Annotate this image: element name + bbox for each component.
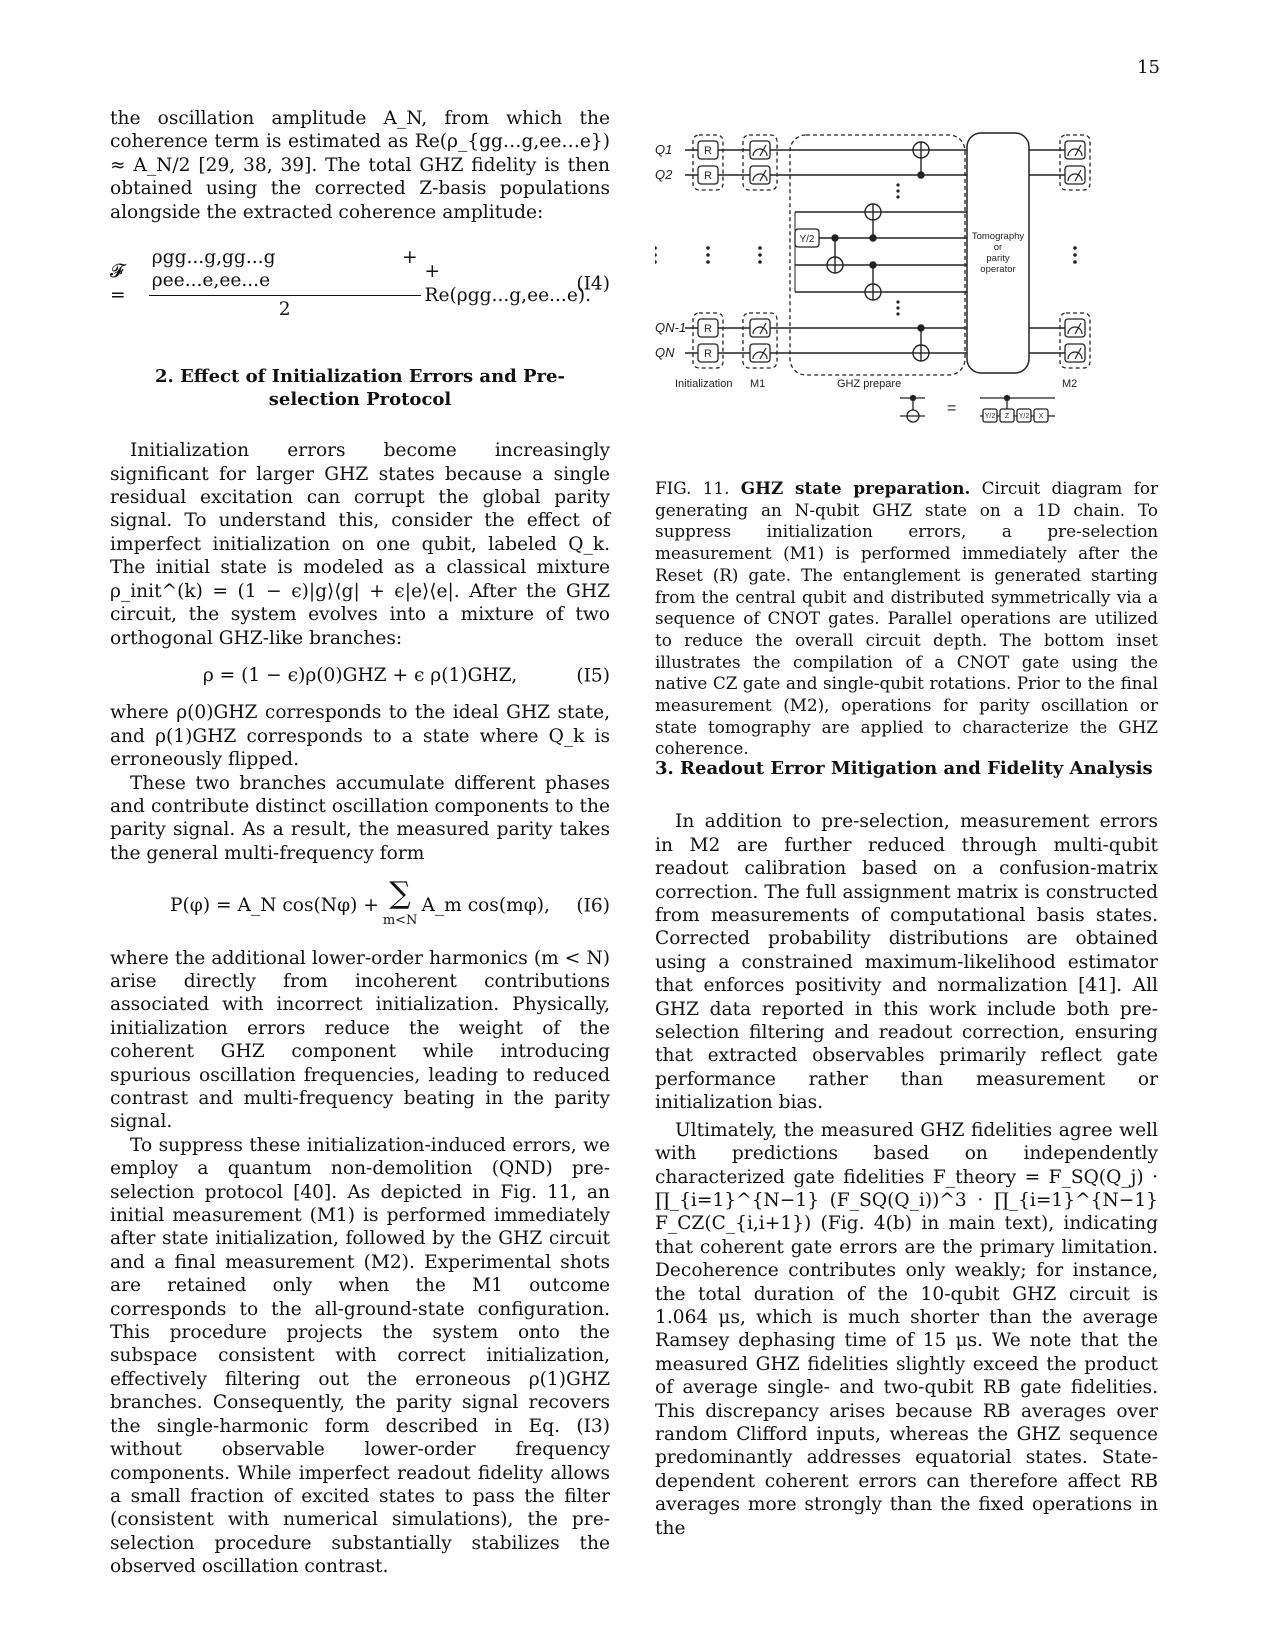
eq-numerator: ρgg...g,gg...g + ρee...e,ee...e	[149, 246, 421, 296]
inset-gate-label: Z	[1004, 413, 1010, 420]
paragraph: Initialization errors become increasingly significant for larger GHZ states because a single residual excitation can corrupt the global parity signal. To understand this, consider the effect of imperfect initialization on one qubit, labeled Q_k. The initial state is modeled as a classical mixture ρ_init^(k) = (1 − ϵ)|g⟩⟨g| + ϵ|e⟩⟨e|. After the GHZ circuit, the system evolves into a mixture of two orthogonal GHZ-like branches:	[110, 440, 610, 649]
eq-rhs: A_m cos(mφ),	[421, 895, 550, 917]
stage-label: M2	[1062, 378, 1078, 390]
qubit-label: QN	[655, 345, 675, 360]
tomography-label: Tomography	[971, 231, 1025, 242]
qubit-label: QN-1	[655, 320, 687, 335]
qubit-label: Q1	[655, 142, 673, 157]
left-column	[110, 107, 610, 1579]
caption-label: FIG. 11.	[655, 478, 730, 498]
eq-lhs: P(φ) = A_N cos(Nφ) +	[170, 895, 379, 917]
eq-fraction	[149, 246, 421, 321]
paragraph: In addition to pre-selection, measurement errors in M2 are further reduced through multi-qubit readout calibration based on a confusion-matrix correction. The full assignment matrix is constructed from measurements of computational basis states. Corrected probability distributions are obtained using a constrained maximum-likelihood estimator that enforces positivity and normalization [41]. All GHZ data reported in this work include both pre-selection filtering and readout correction, ensuring that extracted observables primarily reflect gate performance rather than measurement or initialization bias.	[655, 811, 1158, 1114]
paragraph: the oscillation amplitude A_N, from which the coherence term is estimated as Re(ρ_{gg…g,ee…e}) ≈ A_N/2 [29, 38, 39]. The total GHZ fidelity is then obtained using the corrected Z-basis populations alongside the extracted coherence amplitude:	[110, 108, 610, 223]
tomography-label: operator	[980, 264, 1016, 275]
eq-denominator: 2	[278, 298, 291, 320]
sum-symbol: ∑ m<N	[383, 879, 418, 932]
equation-i5	[110, 664, 610, 687]
gate-label: R	[704, 323, 712, 335]
inset-gate-label: Y/2	[1018, 413, 1030, 420]
paragraph: These two branches accumulate different phases and contribute distinct oscillation components to the parity signal. As a result, the measured parity takes the general multi-frequency form	[110, 772, 610, 864]
equation-i6	[110, 876, 610, 932]
equation-label: (I5)	[576, 664, 610, 686]
gate-label: R	[704, 348, 712, 360]
gate-label: R	[704, 170, 712, 182]
gate-label: Y/2	[799, 234, 815, 245]
paragraph: where the additional lower-order harmonics (m < N) arise directly from incoherent contributions associated with incorrect initialization. Physically, initialization errors reduce the weight of the coherent GHZ component while introducing spurious oscillation frequencies, leading to reduced contrast and multi-frequency beating in the parity signal.	[110, 947, 610, 1133]
figure-caption	[655, 478, 1158, 760]
paragraph: Ultimately, the measured GHZ fidelities agree well with predictions based on independently characterized gate fidelities F_theory = F_SQ(Q_j) · ∏_{i=1}^{N−1} (F_SQ(Q_i))^3 · ∏_{i=1}^{N−1} F_CZ(C_{i,i+1}) (Fig. 4(b) in main text), indicating that coherent gate errors are the primary limitation. Decoherence contributes only weakly; for instance, the total duration of the 10-qubit GHZ circuit is 1.064 μs, which is much shorter than the average Ramsey dephasing time of 15 μs. We note that the measured GHZ fidelities slightly exceed the product of average single- and two-qubit RB gate fidelities. This discrepancy arises because RB averages over random Clifford inputs, whereas the GHZ sequence predominantly addresses equatorial states. State-dependent coherent errors can therefore affect RB averages more strongly than the fixed operations in the	[655, 1119, 1158, 1539]
inset-gate-label: X	[1038, 413, 1044, 420]
eq-lhs: 𝓕 =	[110, 261, 126, 306]
equation-label: (I6)	[576, 895, 610, 917]
inset-equals: =	[947, 400, 957, 417]
cnot-compilation-inset	[900, 396, 1055, 423]
caption-text: Circuit diagram for generating an N-qubit GHZ state on a 1D chain. To suppress initialization errors, a pre-selection measurement (M1) is performed immediately after the Reset (R) gate. The entanglement is generated starting from the central qubit and distributed symmetrically via a sequence of CNOT gates. Parallel operations are utilized to reduce the overall circuit depth. The bottom inset illustrates the compilation of a CNOT gate using the native CZ gate and single-qubit rotations. Prior to the final measurement (M2), operations for parity oscillation or state tomography are applied to characterize the GHZ coherence.	[655, 478, 1158, 759]
section-heading: 2. Effect of Initialization Errors and Pre-selection Protocol	[155, 366, 565, 411]
ghz-circuit-figure	[655, 130, 1135, 450]
eq-body: ρ = (1 − ϵ)ρ(0)GHZ + ϵ ρ(1)GHZ,	[202, 664, 518, 686]
stage-label: Initialization	[675, 378, 733, 390]
stage-label: M1	[750, 378, 766, 390]
paragraph: where ρ(0)GHZ corresponds to the ideal GHZ state, and ρ(1)GHZ corresponds to a state where Q_k is erroneously flipped.	[110, 702, 610, 771]
caption-title: GHZ state preparation.	[740, 478, 971, 498]
tomography-label: parity	[986, 253, 1010, 264]
eq-rhs: + Re(ρgg...g,ee...e).	[424, 261, 591, 306]
sum-limit: m<N	[382, 913, 418, 929]
qubit-label: Q2	[655, 167, 673, 182]
gate-label: R	[704, 145, 712, 157]
page-number: 15	[1137, 57, 1160, 78]
tomography-label: or	[993, 242, 1003, 253]
section-heading: 3. Readout Error Mitigation and Fidelity Analysis	[655, 758, 1153, 779]
right-column	[655, 757, 1158, 1540]
equation-label: (I4)	[576, 272, 610, 294]
paragraph: To suppress these initialization-induced errors, we employ a quantum non-demolition (QND) pre-selection protocol [40]. As depicted in Fig. 11, an initial measurement (M1) is performed immediately after state initialization, followed by the GHZ circuit and a final measurement (M2). Experimental shots are retained only when the M1 outcome corresponds to the all-ground-state configuration. This procedure projects the system onto the subspace consistent with correct initialization, effectively filtering out the erroneous ρ(1)GHZ branches. Consequently, the parity signal recovers the single-harmonic form described in Eq. (I3) without observable lower-order frequency components. While imperfect readout fidelity allows a small fraction of excited states to pass the filter (consistent with numerical simulations), the pre-selection procedure substantially stabilizes the observed oscillation contrast.	[110, 1134, 610, 1578]
equation-i4	[110, 246, 610, 321]
inset-gate-label: Y/2	[984, 413, 996, 420]
stage-label: GHZ prepare	[837, 378, 902, 390]
